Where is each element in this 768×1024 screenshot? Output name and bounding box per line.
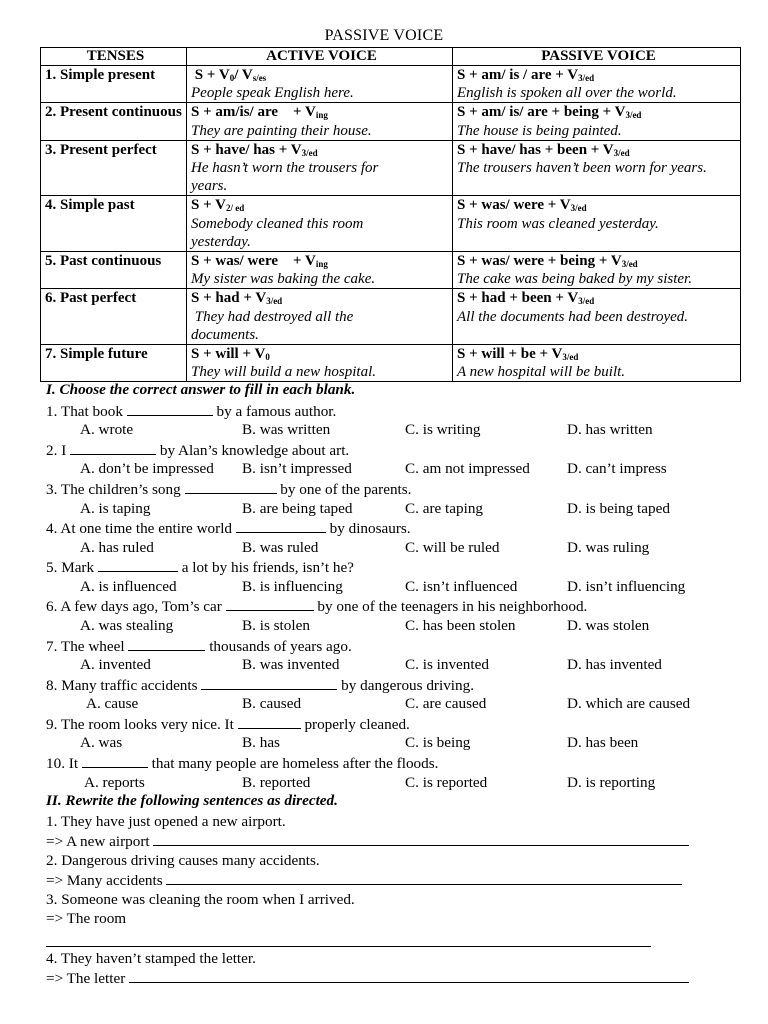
option-d[interactable]: D. has written — [567, 421, 653, 438]
answer-blank[interactable] — [128, 636, 205, 651]
option-a[interactable]: A. cause — [86, 695, 139, 712]
option-d[interactable]: D. was ruling — [567, 539, 650, 556]
tense-name: 6. Past perfect — [45, 290, 137, 307]
option-d[interactable]: D. isn’t influencing — [567, 578, 686, 595]
option-d[interactable]: D. was stolen — [567, 617, 650, 634]
table-row — [41, 252, 741, 289]
answer-blank[interactable] — [98, 557, 178, 572]
option-a[interactable]: A. was — [80, 734, 123, 751]
option-b[interactable]: B. has — [242, 734, 280, 751]
option-c[interactable]: C. is reported — [405, 774, 488, 791]
option-c[interactable]: C. are taping — [405, 500, 484, 517]
passive-example: The trousers haven’t been worn for years. — [457, 160, 707, 177]
passive-example: All the documents had been destroyed. — [457, 308, 689, 325]
active-example: Somebody cleaned this room yesterday. — [191, 215, 364, 250]
answer-blank[interactable] — [238, 714, 301, 729]
option-a[interactable]: A. wrote — [80, 421, 134, 438]
header-passive-voice: PASSIVE VOICE — [453, 48, 741, 66]
question-5-options — [80, 577, 760, 596]
option-b[interactable]: B. isn’t impressed — [242, 460, 352, 477]
answer-blank[interactable] — [201, 675, 337, 690]
active-formula: S + am/is/ are + $V_{ing}$ — [191, 104, 328, 121]
option-b[interactable]: B. are being taped — [242, 500, 353, 517]
passive-formula: S + have/ has + been + $V_{3/ed}$ — [457, 141, 630, 158]
question-3: 3. The children’s song by one of the parents. — [46, 481, 412, 498]
active-example: My sister was baking the cake. — [191, 271, 376, 288]
question-6: 6. A few days ago, Tom’s car by one of the teenagers in his neighborhood. — [46, 598, 588, 615]
option-b[interactable]: B. was ruled — [242, 539, 319, 556]
option-b[interactable]: B. reported — [242, 774, 311, 791]
active-formula: S + had + $V_{3/ed}$ — [191, 290, 283, 307]
answer-line[interactable] — [46, 945, 651, 947]
answer-blank[interactable] — [185, 479, 277, 494]
rewrite-sentence-2: 2. Dangerous driving causes many accidents. — [46, 852, 320, 869]
question-1-options — [80, 420, 760, 439]
option-a[interactable]: A. was stealing — [80, 617, 174, 634]
option-a[interactable]: A. don’t be impressed — [80, 460, 214, 477]
option-d[interactable]: D. can’t impress — [567, 460, 667, 477]
active-formula: $S + V_{2/ ed}$ — [191, 197, 245, 214]
question-4: 4. At one time the entire world by dinosaurs. — [46, 520, 411, 537]
option-a[interactable]: A. invented — [80, 656, 151, 673]
active-formula: S + have/ has + $V_{3/ed}$ — [191, 141, 318, 158]
answer-line[interactable] — [153, 831, 689, 846]
header-tenses: TENSES — [41, 48, 187, 66]
page-title: PASSIVE VOICE — [324, 27, 444, 44]
answer-blank[interactable] — [236, 518, 326, 533]
option-b[interactable]: B. is stolen — [242, 617, 310, 634]
question-2: 2. I by Alan’s knowledge about art. — [46, 442, 350, 459]
question-9-options — [80, 733, 760, 752]
option-a[interactable]: A. reports — [84, 774, 145, 791]
passive-formula: S + had + been + $V_{3/ed}$ — [457, 290, 595, 307]
table-row — [41, 140, 741, 196]
rewrite-prompt-3: => The room — [46, 910, 127, 927]
active-formula: $S + V_0/$ $V_{s/es}$ — [194, 67, 267, 83]
answer-blank[interactable] — [226, 596, 314, 611]
option-b[interactable]: B. was written — [242, 421, 331, 438]
active-formula: S + will + $V_0$ — [191, 346, 270, 363]
table-row — [41, 66, 741, 103]
question-2-options — [80, 459, 760, 478]
passive-formula: S + am/ is / are + $V_{3/ed}$ — [457, 67, 595, 83]
question-7: 7. The wheel thousands of years ago. — [46, 638, 352, 655]
question-7-options — [80, 655, 760, 674]
tense-name: 4. Simple past — [45, 197, 135, 214]
option-d[interactable]: D. has been — [567, 734, 639, 751]
passive-formula: S + was/ were + $V_{3/ed}$ — [457, 197, 587, 214]
table-header-row — [41, 48, 741, 66]
option-a[interactable]: A. has ruled — [80, 539, 154, 556]
active-example: People speak English here. — [191, 85, 354, 102]
rewrite-prompt-4: => The letter — [46, 968, 689, 988]
rewrite-sentence-1: 1. They have just opened a new airport. — [46, 813, 286, 830]
tense-name: 3. Present perfect — [45, 141, 157, 158]
active-example: They had destroyed all the documents. — [191, 308, 358, 343]
answer-blank[interactable] — [127, 401, 213, 416]
active-example: They are painting their house. — [191, 122, 372, 139]
active-example: He hasn’t worn the trousers for years. — [191, 160, 379, 195]
passive-formula: S + will + be + $V_{3/ed}$ — [457, 346, 579, 363]
question-10-options — [80, 773, 760, 792]
tense-name: 1. Simple present — [45, 67, 156, 83]
passive-example: A new hospital will be built. — [457, 364, 626, 381]
question-10: 10. It that many people are homeless after the floods. — [46, 755, 439, 772]
question-6-options — [80, 616, 760, 635]
option-c[interactable]: C. is invented — [405, 656, 489, 673]
option-b[interactable]: B. is influencing — [242, 578, 343, 595]
tense-name: 5. Past continuous — [45, 253, 162, 270]
option-b[interactable]: B. was invented — [242, 656, 340, 673]
rewrite-sentence-4: 4. They haven’t stamped the letter. — [46, 950, 256, 967]
section-2-heading: II. Rewrite the following sentences as directed. — [46, 792, 338, 809]
question-5: 5. Mark a lot by his friends, isn’t he? — [46, 559, 354, 576]
table-row — [41, 103, 741, 140]
passive-formula: S + am/ is/ are + being + $V_{3/ed}$ — [457, 104, 642, 121]
passive-formula: S + was/ were + being + $V_{3/ed}$ — [457, 253, 638, 270]
option-a[interactable]: A. is influenced — [80, 578, 177, 595]
rewrite-prompt-2: => Many accidents — [46, 870, 682, 890]
option-c[interactable]: C. is being — [405, 734, 471, 751]
option-c[interactable]: C. isn’t influenced — [405, 578, 518, 595]
section-1-heading: I. Choose the correct answer to fill in each blank. — [46, 381, 356, 398]
question-8-options — [80, 694, 760, 713]
answer-line[interactable] — [166, 870, 682, 885]
question-9: 9. The room looks very nice. It properly cleaned. — [46, 716, 410, 733]
question-8: 8. Many traffic accidents by dangerous driving. — [46, 677, 475, 694]
option-b[interactable]: B. caused — [242, 695, 302, 712]
tense-name: 2. Present continuous — [45, 104, 182, 121]
passive-example: The cake was being baked by my sister. — [457, 271, 692, 288]
passive-voice-table — [40, 47, 741, 382]
active-example: They will build a new hospital. — [191, 364, 377, 381]
option-c[interactable]: C. is writing — [405, 421, 481, 438]
option-c[interactable]: C. are caused — [405, 695, 487, 712]
table-row — [41, 345, 741, 382]
passive-example: The house is being painted. — [457, 122, 622, 139]
option-d[interactable]: D. is reporting — [567, 774, 656, 791]
passive-example: English is spoken all over the world. — [457, 85, 677, 102]
option-c[interactable]: C. has been stolen — [405, 617, 516, 634]
question-3-options — [80, 499, 760, 518]
rewrite-sentence-3: 3. Someone was cleaning the room when I arrived. — [46, 891, 355, 908]
rewrite-prompt-1: => A new airport — [46, 831, 689, 851]
tense-name: 7. Simple future — [45, 346, 148, 363]
option-d[interactable]: D. has invented — [567, 656, 662, 673]
option-d[interactable]: D. which are caused — [567, 695, 691, 712]
answer-line[interactable] — [129, 968, 689, 983]
header-active-voice: ACTIVE VOICE — [187, 48, 453, 66]
active-formula: S + was/ were + $V_{ing}$ — [191, 253, 328, 270]
table-row — [41, 289, 741, 345]
passive-example: This room was cleaned yesterday. — [457, 215, 659, 232]
table-row — [41, 196, 741, 252]
option-c[interactable]: C. will be ruled — [405, 539, 500, 556]
option-a[interactable]: A. is taping — [80, 500, 151, 517]
answer-blank[interactable] — [82, 753, 148, 768]
question-4-options — [80, 538, 760, 557]
option-c[interactable]: C. am not impressed — [405, 460, 530, 477]
question-1: 1. That book by a famous author. — [46, 403, 337, 420]
option-d[interactable]: D. is being taped — [567, 500, 670, 517]
answer-blank[interactable] — [70, 440, 156, 455]
